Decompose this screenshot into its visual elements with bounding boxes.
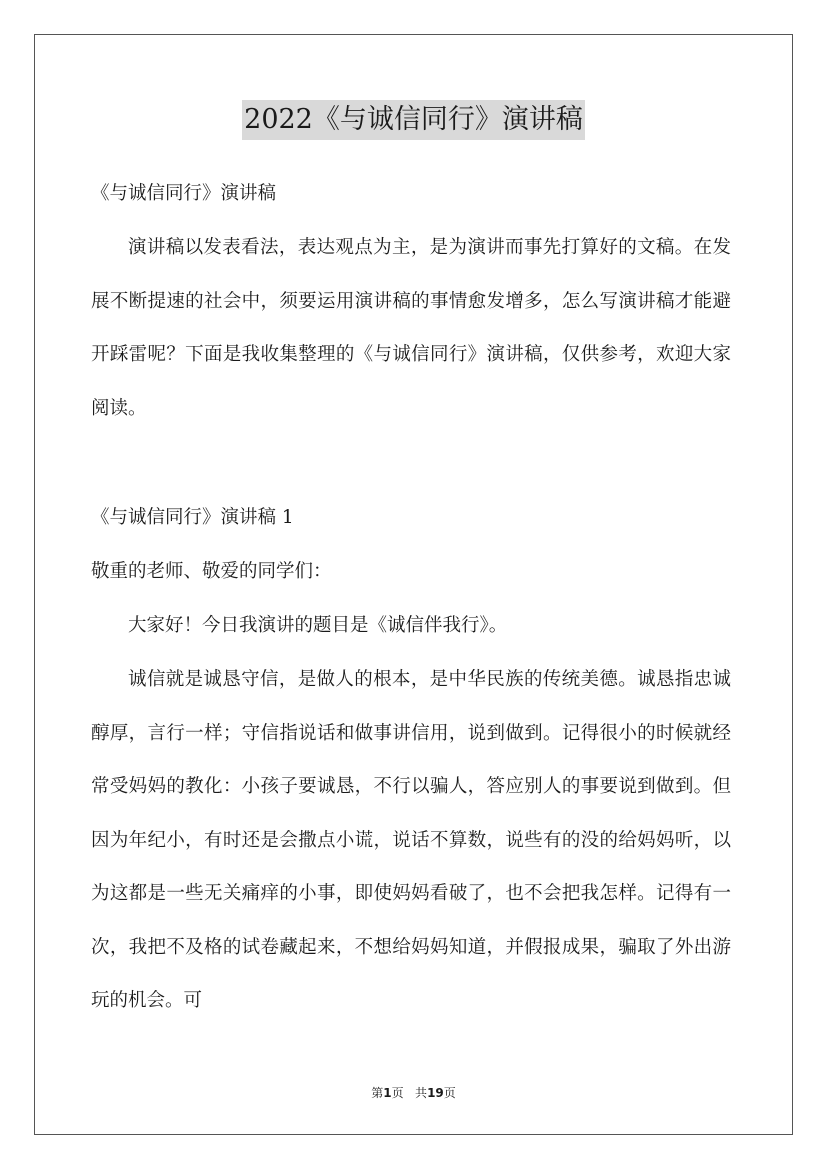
title-container bbox=[0, 100, 827, 140]
total-prefix: 共 bbox=[415, 1086, 428, 1100]
page-label-prefix: 第 bbox=[371, 1086, 384, 1100]
page-number: 1 bbox=[383, 1086, 392, 1100]
subtitle: 《与诚信同行》演讲稿 bbox=[91, 183, 277, 204]
body-paragraph: 诚信就是诚恳守信，是做人的根本，是中华民族的传统美德。诚恳指忠诚醇厚，言行一样；守信指说话和做事讲信用，说到做到。记得很小的时候就经常受妈妈的教化：小孩子要诚恳，不行以骗人，答应别人的事要说到做到。但因为年纪小，有时还是会撒点小谎，说话不算数，说些有的没的给妈妈听，以为这都是一些无关痛痒的小事，即使妈妈看破了，也不会把我怎样。记得有一次，我把不及格的试卷藏起来，不想给妈妈知道，并假报成果，骗取了外出游玩的机会。可 bbox=[91, 669, 731, 1011]
document-title: 2022《与诚信同行》演讲稿 bbox=[242, 100, 585, 140]
greeting-paragraph: 大家好！今日我演讲的题目是《诚信伴我行》。 bbox=[128, 615, 508, 636]
total-suffix: 页 bbox=[443, 1086, 456, 1100]
section-heading: 《与诚信同行》演讲稿 1 bbox=[91, 507, 294, 528]
page-label-suffix: 页 bbox=[391, 1086, 404, 1100]
page-footer bbox=[0, 1084, 827, 1101]
intro-paragraph: 演讲稿以发表看法，表达观点为主，是为演讲而事先打算好的文稿。在发展不断提速的社会中，须要运用演讲稿的事情愈发增多，怎么写演讲稿才能避开踩雷呢？下面是我收集整理的《与诚信同行》演讲稿，仅供参考，欢迎大家阅读。 bbox=[91, 237, 731, 419]
total-pages: 19 bbox=[427, 1086, 444, 1100]
salutation: 敬重的老师、敬爱的同学们： bbox=[91, 561, 332, 582]
